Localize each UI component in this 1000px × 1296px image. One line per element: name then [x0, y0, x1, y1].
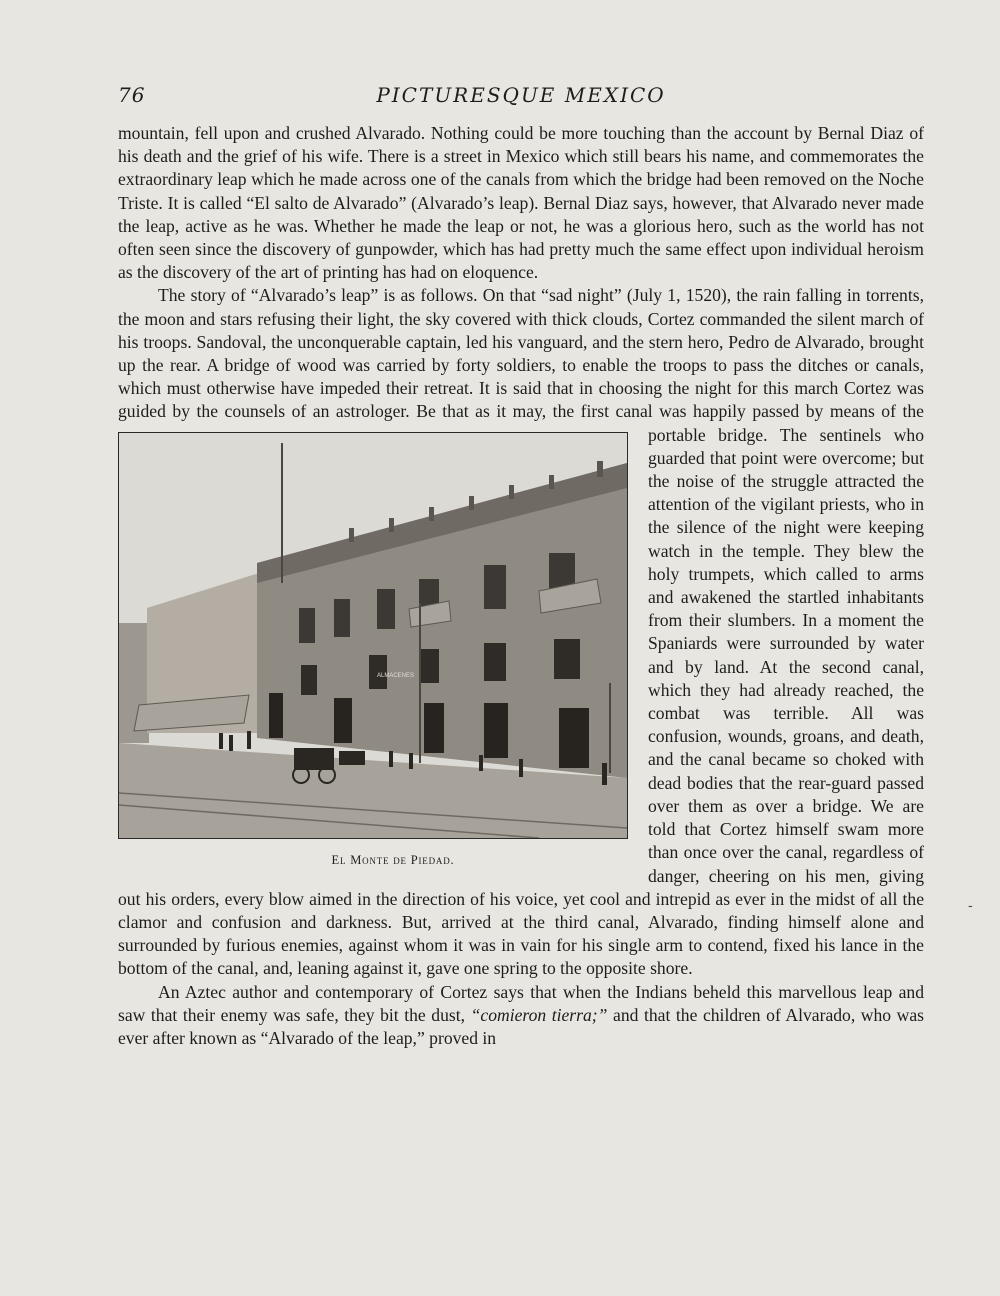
margin-mark: -	[968, 898, 973, 914]
figure-caption: El Monte de Piedad.	[331, 852, 455, 867]
running-title: PICTURESQUE MEXICO	[376, 83, 666, 107]
monte-de-piedad-photo	[118, 432, 628, 839]
paragraph-2-continuation: Be that as it may, the first canal was happily passed by means of the portable bridge. The sentinels who guarded that point were overcome; but the noise of the struggle attracted the attention of the vigilant priests, who in the silence of the night were keeping watch in the temple. They blew the holy trumpets, which called to arms and awakened the startled inhabitants from their slumbers. In a moment the Spaniards were surrounded by water and by land. At the second canal, which they had already reached, the combat was terrible. All was confusion, wounds, groans, and death, and the canal became so choked with dead bodies that the rear-guard passed over them as over a bridge. We are told that Cortez himself swam more than once over the canal, regardless of danger, cheering on his men, giving out his orders, every blow aimed in the direction of his voice, yet cool and intrepid as ever in the midst of all the clamor and confusion and darkness. But, arrived at the third canal, Alvarado, finding himself alone and surrounded by furious enemies, against whom it was in vain for his single arm to contend, fixed his lance in the bottom of the canal, and, leaning against it, gave one spring to the opposite shore.	[118, 401, 924, 979]
page-header	[118, 83, 924, 111]
paragraph-2	[118, 284, 924, 980]
building-sign: ALMACENES	[377, 672, 415, 679]
paragraph-4-text: An Aztec author and contemporary of Cortez says that when the Indians beheld this marvellous leap and saw that their enemy was safe, they bit the dust,	[118, 981, 924, 1025]
paragraph-1: mountain, fell upon and crushed Alvarado. Nothing could be more touching than the account by Bernal Diaz of his death and the grief of his wife. There is a street in Mexico which still bears his name, and commemorates the extraordinary leap which he made across one of the canals from which the bridge had been removed on the Noche Triste. It is called “El salto de Alvarado” (Alvarado’s leap). Bernal Diaz says, however, that Alvarado never made the leap, active as he was. Whether he made the leap or not, he was a glorious hero, such as the world has not often seen since the discovery of gunpowder, which has had pretty much the same effect upon individual heroism as the discovery of the art of printing has had on eloquence.	[118, 123, 924, 283]
building-illustration	[119, 433, 627, 838]
paragraph-4-end: and that the children of Alvarado, who was ever after known as “Alvarado of the leap,” proved in	[118, 1004, 925, 1048]
paragraph-4	[118, 981, 924, 1051]
page-number: 76	[118, 83, 146, 107]
paragraph-2-text: The story of “Alvarado’s leap” is as follows. On that “sad night” (July 1, 1520), the rain falling in torrents, the moon and stars refusing their light, the sky covered with thick clouds, Cortez commanded the silent march of his troops. Sandoval, the unconquerable captain, led his vanguard, and the stern hero, Pedro de Alvarado, brought up the rear. A bridge of wood was carried by forty soldiers, to enable the troops to pass the ditches or canals, which must otherwise have impeded their retreat. It is said that in choosing the night for this march Cortez was guided by the counsels of an astrologer.	[118, 285, 924, 422]
body-text	[118, 122, 924, 1050]
figure	[118, 432, 628, 880]
italic-quote: “comieron tierra;”	[470, 1004, 608, 1025]
